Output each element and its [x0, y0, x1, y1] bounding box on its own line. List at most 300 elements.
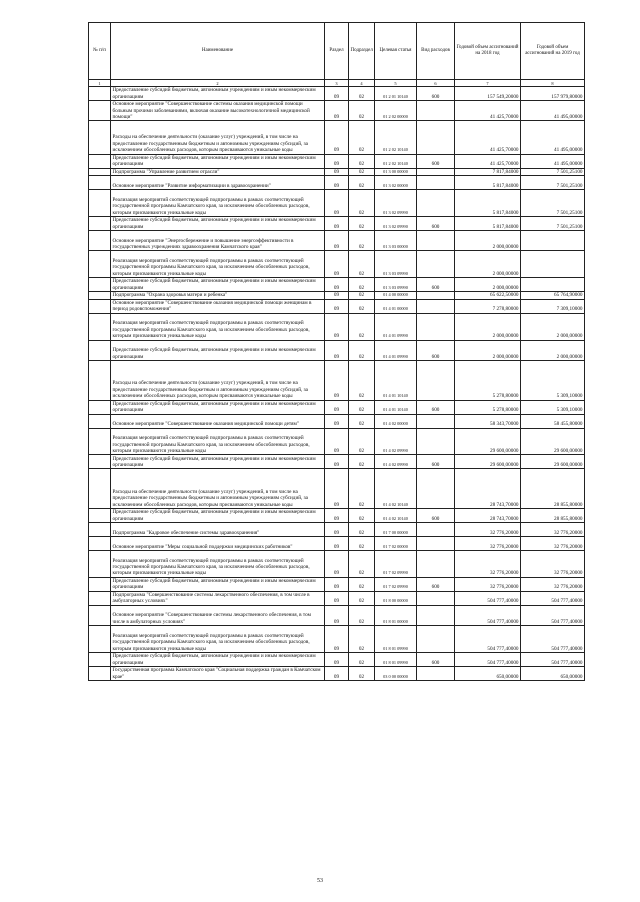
row-section-cell: 09 — [325, 666, 349, 680]
row-expense-type-cell: 600 — [417, 400, 455, 414]
row-volume-2019-cell: 28 855,80000 — [521, 469, 585, 509]
row-section-cell: 09 — [325, 469, 349, 509]
row-expense-type-cell — [417, 522, 455, 536]
row-number-cell — [89, 550, 111, 577]
header-subsection: Подраздел — [349, 23, 375, 80]
row-expense-type-cell — [417, 230, 455, 250]
row-name-cell: Подпрограмма "Совершенствование системы лекарственного обеспечения, в том числе в амбулаторных условиях" — [111, 591, 325, 605]
row-volume-2018-cell: 28 743,70000 — [455, 508, 521, 522]
row-number-cell — [89, 278, 111, 292]
row-section-cell: 09 — [325, 251, 349, 278]
row-section-cell: 09 — [325, 190, 349, 217]
row-name-cell: Предоставление субсидий бюджетным, автономным учреждениям и иным некоммерческим организациям — [111, 577, 325, 591]
row-number-cell — [89, 121, 111, 154]
row-number-cell — [89, 216, 111, 230]
row-target-article-cell: 01 8 01 00000 — [375, 605, 417, 625]
row-section-cell: 09 — [325, 292, 349, 300]
row-volume-2019-cell: 504 777,40000 — [521, 626, 585, 653]
row-expense-type-cell: 600 — [417, 216, 455, 230]
row-expense-type-cell — [417, 550, 455, 577]
row-number-cell — [89, 313, 111, 340]
row-subsection-cell: 02 — [349, 605, 375, 625]
row-subsection-cell: 02 — [349, 577, 375, 591]
row-volume-2019-cell: 32 776,20000 — [521, 550, 585, 577]
table-row — [89, 230, 585, 250]
row-name-cell: Основное мероприятие "Совершенствование оказания медицинской помощи женщинам в период родовспоможения" — [111, 299, 325, 313]
row-expense-type-cell: 600 — [417, 87, 455, 101]
row-volume-2019-cell: 2 000,00000 — [521, 340, 585, 360]
row-expense-type-cell: 600 — [417, 455, 455, 469]
row-expense-type-cell: 600 — [417, 577, 455, 591]
row-volume-2019-cell: 504 777,40000 — [521, 605, 585, 625]
row-expense-type-cell — [417, 299, 455, 313]
row-volume-2019-cell: 650,00000 — [521, 666, 585, 680]
row-section-cell: 09 — [325, 550, 349, 577]
row-number-cell — [89, 652, 111, 666]
row-target-article-cell: 01 7 00 00000 — [375, 522, 417, 536]
table-row — [89, 626, 585, 653]
row-volume-2018-cell: 41 425,70000 — [455, 154, 521, 168]
row-number-cell — [89, 230, 111, 250]
row-volume-2018-cell: 58 343,70000 — [455, 414, 521, 428]
row-volume-2019-cell: 41 495,00000 — [521, 101, 585, 121]
row-target-article-cell: 01 3 02 00000 — [375, 176, 417, 190]
row-subsection-cell: 02 — [349, 87, 375, 101]
row-subsection-cell: 02 — [349, 278, 375, 292]
row-expense-type-cell: 600 — [417, 154, 455, 168]
row-expense-type-cell — [417, 176, 455, 190]
row-volume-2019-cell — [521, 230, 585, 250]
row-expense-type-cell — [417, 101, 455, 121]
row-target-article-cell: 01 7 02 00000 — [375, 536, 417, 550]
row-target-article-cell: 01 3 02 09990 — [375, 216, 417, 230]
row-section-cell: 09 — [325, 299, 349, 313]
row-volume-2019-cell: 32 776,20000 — [521, 536, 585, 550]
row-name-cell: Основное мероприятие "Совершенствование системы лекарственного обеспечения, в том числе в амбулаторных условиях" — [111, 605, 325, 625]
row-name-cell: Подпрограмма "Кадровое обеспечение системы здравоохранения" — [111, 522, 325, 536]
table-row — [89, 216, 585, 230]
row-expense-type-cell — [417, 428, 455, 455]
row-volume-2019-cell: 5 309,10000 — [521, 360, 585, 400]
row-expense-type-cell: 600 — [417, 508, 455, 522]
row-number-cell — [89, 360, 111, 400]
row-number-cell — [89, 400, 111, 414]
row-section-cell: 09 — [325, 455, 349, 469]
row-volume-2018-cell: 32 776,20000 — [455, 550, 521, 577]
row-volume-2019-cell: 29 600,00000 — [521, 455, 585, 469]
table-row — [89, 292, 585, 300]
row-section-cell: 09 — [325, 536, 349, 550]
row-expense-type-cell — [417, 536, 455, 550]
row-number-cell — [89, 455, 111, 469]
row-target-article-cell: 01 8 00 00000 — [375, 591, 417, 605]
row-section-cell: 09 — [325, 591, 349, 605]
row-subsection-cell: 02 — [349, 666, 375, 680]
row-section-cell: 09 — [325, 313, 349, 340]
row-name-cell: Основное мероприятие "Развитие информатизации в здравоохранении" — [111, 176, 325, 190]
table-row — [89, 550, 585, 577]
row-volume-2019-cell: 7 309,10000 — [521, 299, 585, 313]
table-row — [89, 340, 585, 360]
row-name-cell: Предоставление субсидий бюджетным, автономным учреждениям и иным некоммерческим организациям — [111, 278, 325, 292]
row-volume-2019-cell: 7 501,25100 — [521, 216, 585, 230]
row-expense-type-cell — [417, 190, 455, 217]
row-volume-2019-cell: 41 495,00000 — [521, 121, 585, 154]
row-volume-2018-cell: 5 817,84000 — [455, 216, 521, 230]
row-number-cell — [89, 101, 111, 121]
header-expense-type: Вид расходов — [417, 23, 455, 80]
row-section-cell: 09 — [325, 278, 349, 292]
row-section-cell: 09 — [325, 652, 349, 666]
row-expense-type-cell — [417, 168, 455, 176]
row-section-cell: 09 — [325, 508, 349, 522]
row-number-cell — [89, 190, 111, 217]
row-subsection-cell: 02 — [349, 360, 375, 400]
row-volume-2018-cell: 5 817,84000 — [455, 190, 521, 217]
row-section-cell: 09 — [325, 216, 349, 230]
row-volume-2018-cell: 504 777,40000 — [455, 591, 521, 605]
row-volume-2019-cell: 41 495,00000 — [521, 154, 585, 168]
row-target-article-cell: 01 4 02 09990 — [375, 455, 417, 469]
table-row — [89, 428, 585, 455]
header-volume-2019: Годовой объем ассигнований на 2019 год — [521, 23, 585, 80]
table-row — [89, 101, 585, 121]
row-section-cell: 09 — [325, 400, 349, 414]
row-volume-2018-cell: 65 622,50000 — [455, 292, 521, 300]
row-number-cell — [89, 340, 111, 360]
row-subsection-cell: 02 — [349, 522, 375, 536]
table-row — [89, 469, 585, 509]
table-row — [89, 508, 585, 522]
row-volume-2018-cell: 29 600,00000 — [455, 455, 521, 469]
table-row — [89, 455, 585, 469]
row-expense-type-cell — [417, 666, 455, 680]
row-name-cell: Расходы на обеспечение деятельности (оказание услуг) учреждений, в том числе на предоставление государственным бюджетным и автономным учреждениям субсидий, за исключением обособленных расходов, которым присваиваются уникальные коды — [111, 121, 325, 154]
row-name-cell: Подпрограмма "Охрана здоровья матери и ребенка" — [111, 292, 325, 300]
row-section-cell: 09 — [325, 340, 349, 360]
header-volume-2018: Годовой объем ассигнований на 2018 год — [455, 23, 521, 80]
column-number: 3 — [325, 80, 349, 87]
row-expense-type-cell — [417, 292, 455, 300]
row-volume-2019-cell: 7 501,25100 — [521, 168, 585, 176]
page-number: 53 — [317, 878, 323, 884]
row-subsection-cell: 02 — [349, 176, 375, 190]
column-number: 1 — [89, 80, 111, 87]
table-body — [89, 87, 585, 681]
row-name-cell: Реализация мероприятий соответствующей подпрограммы в рамках соответствующей государственной программы Камчатского края, за исключением обособленных расходов, которым присваиваются уникальные коды — [111, 550, 325, 577]
table-row — [89, 414, 585, 428]
row-number-cell — [89, 87, 111, 101]
row-section-cell: 09 — [325, 605, 349, 625]
row-name-cell: Предоставление субсидий бюджетным, автономным учреждениям и иным некоммерческим организациям — [111, 340, 325, 360]
table-row — [89, 577, 585, 591]
row-target-article-cell: 01 3 02 09990 — [375, 190, 417, 217]
column-number: 4 — [349, 80, 375, 87]
column-number: 5 — [375, 80, 417, 87]
row-section-cell: 09 — [325, 414, 349, 428]
row-expense-type-cell — [417, 626, 455, 653]
row-volume-2019-cell: 29 600,00000 — [521, 428, 585, 455]
row-name-cell: Основное мероприятие "Совершенствование оказания медицинской помощи детям" — [111, 414, 325, 428]
row-subsection-cell: 02 — [349, 313, 375, 340]
row-target-article-cell: 01 3 03 09990 — [375, 251, 417, 278]
row-subsection-cell: 02 — [349, 400, 375, 414]
row-subsection-cell: 02 — [349, 414, 375, 428]
row-target-article-cell: 01 3 03 09990 — [375, 278, 417, 292]
row-name-cell: Предоставление субсидий бюджетным, автономным учреждениям и иным некоммерческим организациям — [111, 652, 325, 666]
row-number-cell — [89, 469, 111, 509]
row-section-cell: 09 — [325, 121, 349, 154]
row-volume-2019-cell: 32 776,20000 — [521, 577, 585, 591]
row-expense-type-cell — [417, 360, 455, 400]
row-name-cell: Предоставление субсидий бюджетным, автономным учреждениям и иным некоммерческим организациям — [111, 455, 325, 469]
row-subsection-cell: 02 — [349, 299, 375, 313]
row-target-article-cell: 01 4 02 00000 — [375, 414, 417, 428]
table-row — [89, 400, 585, 414]
table-row — [89, 190, 585, 217]
row-expense-type-cell — [417, 591, 455, 605]
row-number-cell — [89, 626, 111, 653]
row-subsection-cell: 02 — [349, 230, 375, 250]
row-number-cell — [89, 154, 111, 168]
table-row — [89, 522, 585, 536]
row-target-article-cell: 01 4 01 10140 — [375, 400, 417, 414]
row-name-cell: Реализация мероприятий соответствующей подпрограммы в рамках соответствующей государственной программы Камчатского края, за исключением обособленных расходов, которым присваиваются уникальные коды — [111, 626, 325, 653]
column-number: 7 — [455, 80, 521, 87]
row-name-cell: Расходы на обеспечение деятельности (оказание услуг) учреждений, в том числе на предоставление государственным бюджетным и автономным учреждениям субсидий, за исключением обособленных расходов, которым присваиваются уникальные коды — [111, 360, 325, 400]
row-subsection-cell: 02 — [349, 216, 375, 230]
row-volume-2018-cell: 32 776,20000 — [455, 536, 521, 550]
row-volume-2018-cell: 7 817,84000 — [455, 168, 521, 176]
row-name-cell: Основное мероприятие "Совершенствование системы оказания медицинской помощи больным прочими заболеваниями, включая оказание высокотехнологичной медицинской помощи" — [111, 101, 325, 121]
row-target-article-cell: 01 7 02 09990 — [375, 550, 417, 577]
row-volume-2018-cell: 504 777,40000 — [455, 605, 521, 625]
row-subsection-cell: 02 — [349, 292, 375, 300]
row-target-article-cell: 01 4 02 09990 — [375, 428, 417, 455]
row-target-article-cell: 01 7 02 09990 — [375, 577, 417, 591]
header-section: Раздел — [325, 23, 349, 80]
row-section-cell: 09 — [325, 101, 349, 121]
row-volume-2018-cell: 5 817,84000 — [455, 176, 521, 190]
row-expense-type-cell: 600 — [417, 340, 455, 360]
table-row — [89, 536, 585, 550]
table-row — [89, 278, 585, 292]
row-name-cell: Подпрограмма "Управление развитием отрасли" — [111, 168, 325, 176]
row-section-cell: 09 — [325, 577, 349, 591]
row-target-article-cell: 01 4 01 09990 — [375, 313, 417, 340]
row-expense-type-cell — [417, 469, 455, 509]
row-number-cell — [89, 591, 111, 605]
row-section-cell: 09 — [325, 176, 349, 190]
row-number-cell — [89, 666, 111, 680]
row-expense-type-cell: 600 — [417, 278, 455, 292]
row-name-cell: Реализация мероприятий соответствующей подпрограммы в рамках соответствующей государственной программы Камчатского края, за исключением обособленных расходов, которым присваиваются уникальные коды — [111, 190, 325, 217]
row-name-cell: Предоставление субсидий бюджетным, автономным учреждениям и иным некоммерческим организациям — [111, 87, 325, 101]
row-volume-2018-cell: 41 425,70000 — [455, 121, 521, 154]
row-volume-2019-cell: 32 776,20000 — [521, 522, 585, 536]
row-name-cell: Основное мероприятие "Энергосбережение и повышение энергоэффективности в государственных учреждениях здравоохранения Камчатского края" — [111, 230, 325, 250]
row-section-cell: 09 — [325, 230, 349, 250]
row-subsection-cell: 02 — [349, 455, 375, 469]
header-row — [89, 23, 585, 80]
row-volume-2018-cell: 504 777,40000 — [455, 626, 521, 653]
row-volume-2019-cell — [521, 278, 585, 292]
row-subsection-cell: 02 — [349, 190, 375, 217]
row-number-cell — [89, 522, 111, 536]
table-row — [89, 299, 585, 313]
row-section-cell: 09 — [325, 87, 349, 101]
row-subsection-cell: 02 — [349, 121, 375, 154]
row-volume-2019-cell: 65 764,90000 — [521, 292, 585, 300]
row-expense-type-cell — [417, 605, 455, 625]
table-row — [89, 605, 585, 625]
row-number-cell — [89, 577, 111, 591]
row-name-cell: Государственная программа Камчатского края "Социальная поддержка граждан в Камчатском крае" — [111, 666, 325, 680]
row-target-article-cell: 01 4 01 09990 — [375, 340, 417, 360]
table-row — [89, 666, 585, 680]
row-section-cell: 09 — [325, 168, 349, 176]
row-target-article-cell: 01 4 01 00000 — [375, 299, 417, 313]
table-row — [89, 313, 585, 340]
row-expense-type-cell — [417, 313, 455, 340]
row-volume-2018-cell: 504 777,40000 — [455, 652, 521, 666]
row-subsection-cell: 02 — [349, 550, 375, 577]
row-target-article-cell: 01 2 01 10140 — [375, 87, 417, 101]
row-section-cell: 09 — [325, 522, 349, 536]
row-volume-2019-cell: 157 979,80000 — [521, 87, 585, 101]
row-target-article-cell: 01 3 00 00000 — [375, 168, 417, 176]
row-target-article-cell: 01 2 02 10140 — [375, 154, 417, 168]
row-name-cell: Предоставление субсидий бюджетным, автономным учреждениям и иным некоммерческим организациям — [111, 400, 325, 414]
row-volume-2019-cell — [521, 251, 585, 278]
row-name-cell: Предоставление субсидий бюджетным, автономным учреждениям и иным некоммерческим организациям — [111, 508, 325, 522]
column-number-row — [89, 80, 585, 87]
row-target-article-cell: 01 8 01 09990 — [375, 652, 417, 666]
row-target-article-cell: 01 4 02 10140 — [375, 469, 417, 509]
row-volume-2018-cell: 2 000,00000 — [455, 313, 521, 340]
table-row — [89, 176, 585, 190]
table-row — [89, 168, 585, 176]
row-volume-2018-cell: 41 425,70000 — [455, 101, 521, 121]
row-number-cell — [89, 299, 111, 313]
row-volume-2019-cell: 504 777,40000 — [521, 591, 585, 605]
row-subsection-cell: 02 — [349, 154, 375, 168]
row-expense-type-cell — [417, 414, 455, 428]
row-volume-2019-cell: 2 000,00000 — [521, 313, 585, 340]
row-subsection-cell: 02 — [349, 591, 375, 605]
row-number-cell — [89, 168, 111, 176]
row-subsection-cell: 02 — [349, 428, 375, 455]
row-volume-2018-cell: 28 743,70000 — [455, 469, 521, 509]
row-volume-2018-cell: 157 549,20000 — [455, 87, 521, 101]
header-no: № п/п — [89, 23, 111, 80]
table-row — [89, 87, 585, 101]
row-subsection-cell: 02 — [349, 508, 375, 522]
column-number: 2 — [111, 80, 325, 87]
row-name-cell: Реализация мероприятий соответствующей подпрограммы в рамках соответствующей государственной программы Камчатского края, за исключением обособленных расходов, которым присваиваются уникальные коды — [111, 313, 325, 340]
row-volume-2019-cell: 5 309,10000 — [521, 400, 585, 414]
row-subsection-cell: 02 — [349, 168, 375, 176]
row-name-cell: Реализация мероприятий соответствующей подпрограммы в рамках соответствующей государственной программы Камчатского края, за исключением обособленных расходов, которым присваиваются уникальные коды — [111, 428, 325, 455]
row-number-cell — [89, 428, 111, 455]
row-expense-type-cell: 600 — [417, 652, 455, 666]
row-name-cell: Расходы на обеспечение деятельности (оказание услуг) учреждений, в том числе на предоставление государственным бюджетным и автономным учреждениям субсидий, за исключением обособленных расходов, которым присваиваются уникальные коды — [111, 469, 325, 509]
row-subsection-cell: 02 — [349, 101, 375, 121]
row-section-cell: 09 — [325, 360, 349, 400]
row-section-cell: 09 — [325, 154, 349, 168]
column-number: 8 — [521, 80, 585, 87]
row-volume-2019-cell: 7 501,25100 — [521, 190, 585, 217]
row-volume-2018-cell: 2 000,00000 — [455, 251, 521, 278]
row-subsection-cell: 02 — [349, 626, 375, 653]
row-number-cell — [89, 176, 111, 190]
budget-table — [88, 22, 585, 681]
header-target-article: Целевая статья — [375, 23, 417, 80]
row-volume-2018-cell: 5 278,80000 — [455, 360, 521, 400]
table-row — [89, 251, 585, 278]
row-subsection-cell: 02 — [349, 251, 375, 278]
row-target-article-cell: 01 2 02 10140 — [375, 121, 417, 154]
row-number-cell — [89, 292, 111, 300]
row-target-article-cell: 01 4 02 10140 — [375, 508, 417, 522]
row-name-cell: Реализация мероприятий соответствующей подпрограммы в рамках соответствующей государственной программы Камчатского края, за исключением обособленных расходов, которым присваиваются уникальные коды — [111, 251, 325, 278]
row-volume-2018-cell: 32 776,20000 — [455, 577, 521, 591]
row-name-cell: Предоставление субсидий бюджетным, автономным учреждениям и иным некоммерческим организациям — [111, 154, 325, 168]
table-row — [89, 652, 585, 666]
row-volume-2018-cell: 2 000,00000 — [455, 230, 521, 250]
row-volume-2018-cell: 2 000,00000 — [455, 278, 521, 292]
row-number-cell — [89, 536, 111, 550]
row-volume-2018-cell: 7 278,80000 — [455, 299, 521, 313]
row-section-cell: 09 — [325, 428, 349, 455]
table-row — [89, 154, 585, 168]
row-number-cell — [89, 251, 111, 278]
row-volume-2018-cell: 5 278,80000 — [455, 400, 521, 414]
row-name-cell: Предоставление субсидий бюджетным, автономным учреждениям и иным некоммерческим организациям — [111, 216, 325, 230]
row-volume-2019-cell: 7 501,25100 — [521, 176, 585, 190]
row-name-cell: Основное мероприятие "Меры социальной поддержки медицинских работников" — [111, 536, 325, 550]
row-target-article-cell: 01 8 01 09990 — [375, 626, 417, 653]
row-target-article-cell: 01 4 01 10140 — [375, 360, 417, 400]
row-expense-type-cell — [417, 251, 455, 278]
row-target-article-cell: 01 3 03 00000 — [375, 230, 417, 250]
row-target-article-cell: 01 4 00 00000 — [375, 292, 417, 300]
header-name: Наименование — [111, 23, 325, 80]
row-volume-2019-cell: 504 777,40000 — [521, 652, 585, 666]
row-section-cell: 09 — [325, 626, 349, 653]
row-volume-2018-cell: 32 776,20000 — [455, 522, 521, 536]
row-subsection-cell: 02 — [349, 536, 375, 550]
column-number: 6 — [417, 80, 455, 87]
table-row — [89, 121, 585, 154]
row-volume-2019-cell: 58 455,80000 — [521, 414, 585, 428]
row-number-cell — [89, 414, 111, 428]
row-volume-2018-cell: 2 000,00000 — [455, 340, 521, 360]
row-volume-2018-cell: 29 600,00000 — [455, 428, 521, 455]
row-target-article-cell: 01 2 02 00000 — [375, 101, 417, 121]
row-volume-2019-cell: 28 855,80000 — [521, 508, 585, 522]
table-row — [89, 360, 585, 400]
row-subsection-cell: 02 — [349, 340, 375, 360]
row-expense-type-cell — [417, 121, 455, 154]
table-row — [89, 591, 585, 605]
row-number-cell — [89, 605, 111, 625]
row-subsection-cell: 02 — [349, 652, 375, 666]
row-volume-2018-cell: 650,00000 — [455, 666, 521, 680]
row-number-cell — [89, 508, 111, 522]
row-subsection-cell: 02 — [349, 469, 375, 509]
row-target-article-cell: 03 0 00 00000 — [375, 666, 417, 680]
